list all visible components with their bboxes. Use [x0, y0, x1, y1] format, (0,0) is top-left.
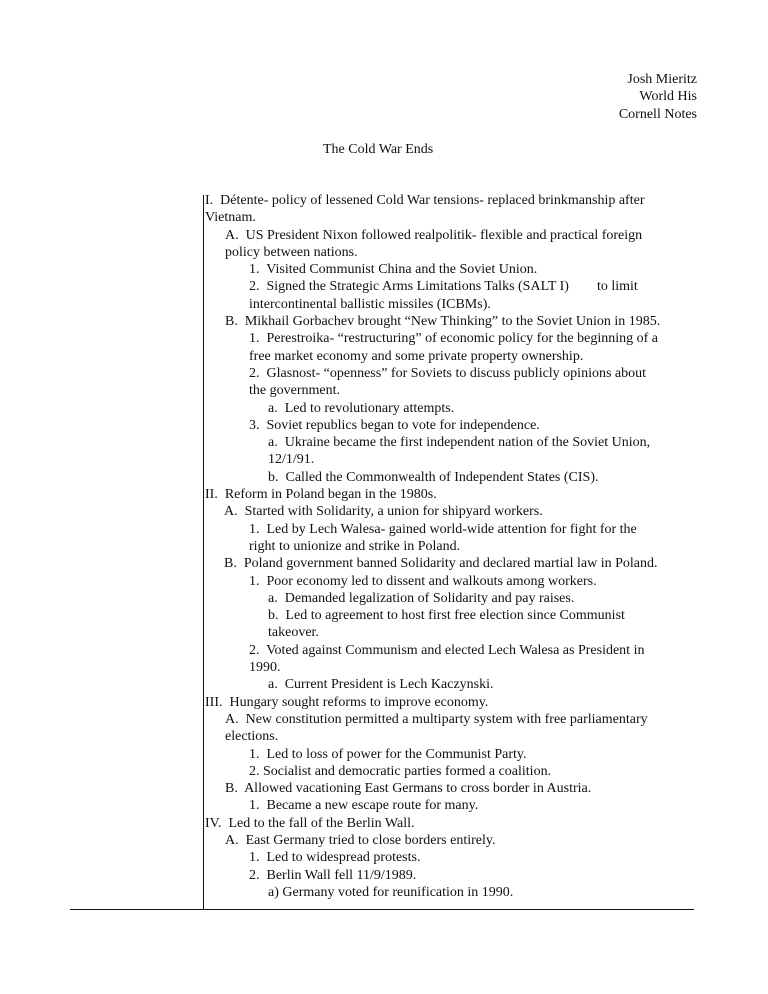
- outline-line: a. Led to revolutionary attempts.: [268, 400, 455, 416]
- outline-line: a) Germany voted for reunification in 1990.: [268, 884, 514, 900]
- outline-line: b. Led to agreement to host first free election since Communist: [268, 608, 625, 624]
- outline-line: B. Mikhail Gorbachev brought “New Thinking” to the Soviet Union in 1985.: [225, 314, 661, 330]
- outline-line: a. Demanded legalization of Solidarity and pay raises.: [268, 590, 575, 606]
- outline-line: 2. Berlin Wall fell 11/9/1989.: [249, 867, 417, 883]
- outline-line: 12/1/91.: [268, 452, 315, 468]
- cornell-horizontal-divider: [70, 909, 694, 910]
- outline-line: elections.: [225, 729, 279, 745]
- outline-line: free market economy and some private property ownership.: [249, 348, 584, 364]
- outline-line: 1. Led to widespread protests.: [249, 850, 421, 866]
- outline-line: 3. Soviet republics began to vote for independence.: [249, 417, 540, 433]
- outline-line: the government.: [249, 383, 340, 399]
- outline-line: A. New constitution permitted a multiparty system with free parliamentary: [225, 711, 648, 727]
- outline-line: 1990.: [249, 660, 281, 676]
- outline-line: 2. Signed the Strategic Arms Limitations Talks (SALT I) to limit: [249, 279, 638, 295]
- notes-type: Cornell Notes: [618, 106, 697, 122]
- outline-line: I. Détente- policy of lessened Cold War tensions- replaced brinkmanship after: [205, 193, 645, 208]
- outline-line: II. Reform in Poland began in the 1980s.: [205, 487, 437, 503]
- outline-line: intercontinental ballistic missiles (ICBMs).: [249, 296, 491, 312]
- outline-line: 1. Led to loss of power for the Communist Party.: [249, 746, 527, 762]
- outline-line: 1. Visited Communist China and the Soviet Union.: [249, 262, 538, 278]
- outline-line: 1. Led by Lech Walesa- gained world-wide attention for fight for the: [249, 521, 637, 537]
- cornell-vertical-divider: [203, 195, 204, 910]
- outline-line: Vietnam.: [205, 210, 256, 226]
- outline-line: A. East Germany tried to close borders entirely.: [225, 832, 496, 848]
- outline-line: B. Poland government banned Solidarity and declared martial law in Poland.: [224, 556, 658, 572]
- outline-line: 2. Socialist and democratic parties formed a coalition.: [249, 763, 552, 779]
- outline-line: IV. Led to the fall of the Berlin Wall.: [205, 815, 415, 831]
- outline-line: A. Started with Solidarity, a union for shipyard workers.: [224, 504, 543, 520]
- outline-line: 2. Voted against Communism and elected Lech Walesa as President in: [249, 642, 645, 658]
- course-name: World His: [639, 89, 697, 105]
- outline-line: a. Ukraine became the first independent nation of the Soviet Union,: [268, 435, 651, 451]
- outline-line: III. Hungary sought reforms to improve economy.: [205, 694, 489, 710]
- author-name: Josh Mieritz: [627, 72, 697, 87]
- outline-line: 1. Became a new escape route for many.: [249, 798, 479, 814]
- outline-line: 2. Glasnost- “openness” for Soviets to discuss publicly opinions about: [249, 365, 647, 381]
- notes-outline: [205, 192, 695, 901]
- outline-line: a. Current President is Lech Kaczynski.: [268, 677, 494, 693]
- outline-line: A. US President Nixon followed realpolitik- flexible and practical foreign: [225, 227, 643, 243]
- document-header: [619, 71, 697, 123]
- outline-line: B. Allowed vacationing East Germans to cross border in Austria.: [225, 781, 592, 797]
- outline-line: right to unionize and strike in Poland.: [249, 538, 461, 554]
- outline-line: b. Called the Commonwealth of Independent States (CIS).: [268, 469, 599, 485]
- page-title: The Cold War Ends: [323, 142, 434, 157]
- outline-line: 1. Perestroika- “restructuring” of economic policy for the beginning of a: [249, 331, 658, 347]
- outline-line: 1. Poor economy led to dissent and walkouts among workers.: [249, 573, 597, 589]
- outline-line: policy between nations.: [225, 244, 358, 260]
- outline-line: takeover.: [268, 625, 319, 641]
